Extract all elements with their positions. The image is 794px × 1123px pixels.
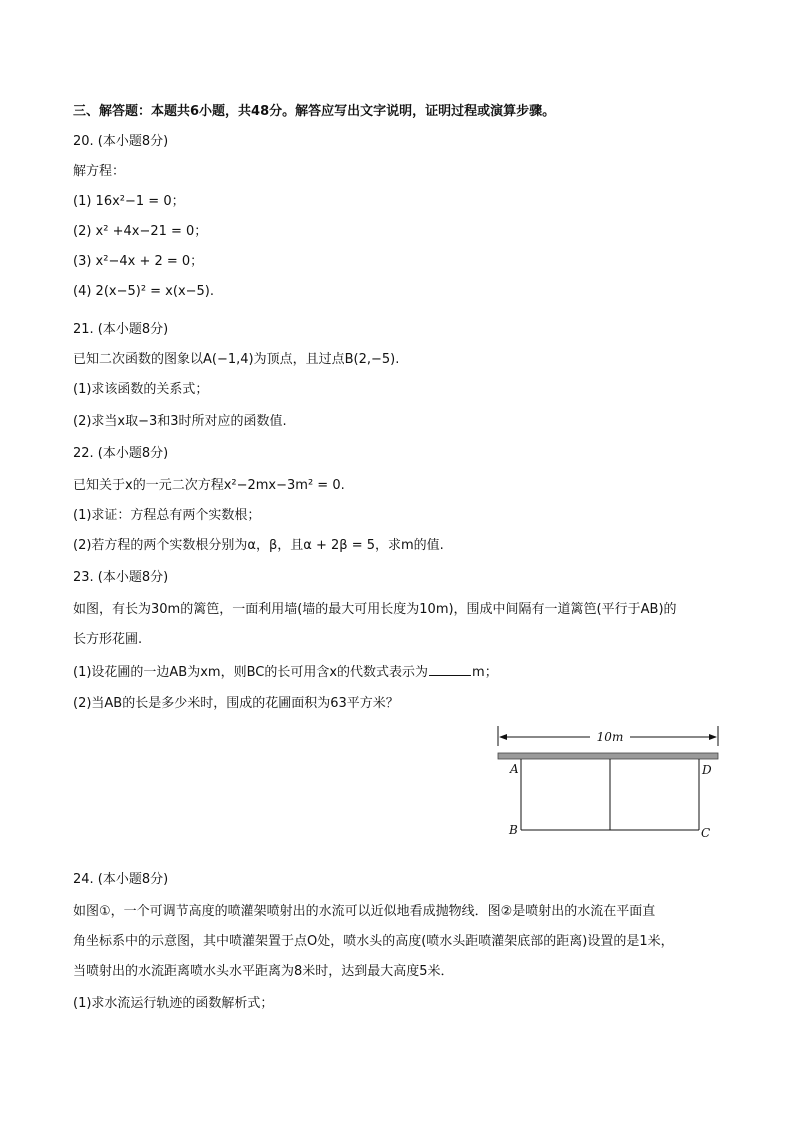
label-c: C — [701, 826, 711, 840]
q21-item-2: (2)求当x取−3和3时所对应的函数值. — [73, 414, 287, 429]
q24-item-1: (1)求水流运行轨迹的函数解析式； — [73, 996, 274, 1011]
q23-item-1-unit: m； — [472, 665, 498, 680]
q23-item-1-text: (1)设花圃的一边AB为xm，则BC的长可用含x的代数式表示为 — [73, 665, 429, 680]
q23-item-2: (2)当AB的长是多少米时，围成的花圃面积为63平方米？ — [73, 696, 399, 711]
q21-stem: 已知二次函数的图象以A(−1,4)为顶点，且过点B(2,−5). — [73, 352, 400, 367]
dimension-arrow-right — [709, 734, 717, 740]
q23-stem-line1: 如图，有长为30m的篱笆，一面利用墙(墙的最大可用长度为10m)，围成中间隔有一道篱笆(平行于AB)的 — [73, 602, 677, 617]
section-header: 三、解答题：本题共6小题，共48分。解答应写出文字说明，证明过程或演算步骤。 — [73, 104, 556, 119]
label-a: A — [510, 762, 519, 776]
q20-item-3: (3) x²−4x + 2 = 0； — [73, 254, 204, 269]
q22-number: 22. (本小题8分) — [73, 446, 169, 461]
q23-item-1 — [73, 663, 733, 682]
q24-stem-line1: 如图①，一个可调节高度的喷灌架喷射出的水流可以近似地看成抛物线．图②是喷射出的水流在平面直 — [73, 904, 656, 919]
label-d: D — [702, 763, 712, 777]
garden-diagram — [494, 722, 726, 840]
wall — [498, 753, 718, 759]
q21-number: 21. (本小题8分) — [73, 322, 169, 337]
q22-stem: 已知关于x的一元二次方程x²−2mx−3m² = 0. — [73, 478, 345, 493]
q23-stem-line2: 长方形花圃. — [73, 632, 143, 647]
q20-prompt: 解方程： — [73, 164, 126, 179]
dimension-label: 10m — [596, 730, 624, 744]
q20-number: 20. (本小题8分) — [73, 134, 169, 149]
q20-item-2: (2) x² +4x−21 = 0； — [73, 224, 208, 239]
q24-stem-line3: 当喷射出的水流距离喷水头水平距离为8米时，达到最大高度5米． — [73, 964, 454, 979]
q23-number: 23. (本小题8分) — [73, 570, 169, 585]
q20-item-1: (1) 16x²−1 = 0； — [73, 194, 185, 209]
q20-item-4: (4) 2(x−5)² = x(x−5). — [73, 284, 215, 299]
label-b: B — [509, 823, 518, 837]
answer-blank[interactable] — [429, 663, 471, 676]
dimension-arrow-left — [499, 734, 507, 740]
q24-stem-line2: 角坐标系中的示意图，其中喷灌架置于点O处，喷水头的高度(喷水头距喷灌架底部的距离)设置的是1米， — [73, 934, 674, 949]
q21-item-1: (1)求该函数的关系式； — [73, 382, 209, 397]
q22-item-1: (1)求证：方程总有两个实数根； — [73, 508, 261, 523]
q22-item-2: (2)若方程的两个实数根分别为α，β，且α + 2β = 5，求m的值. — [73, 538, 444, 553]
q24-number: 24. (本小题8分) — [73, 872, 169, 887]
